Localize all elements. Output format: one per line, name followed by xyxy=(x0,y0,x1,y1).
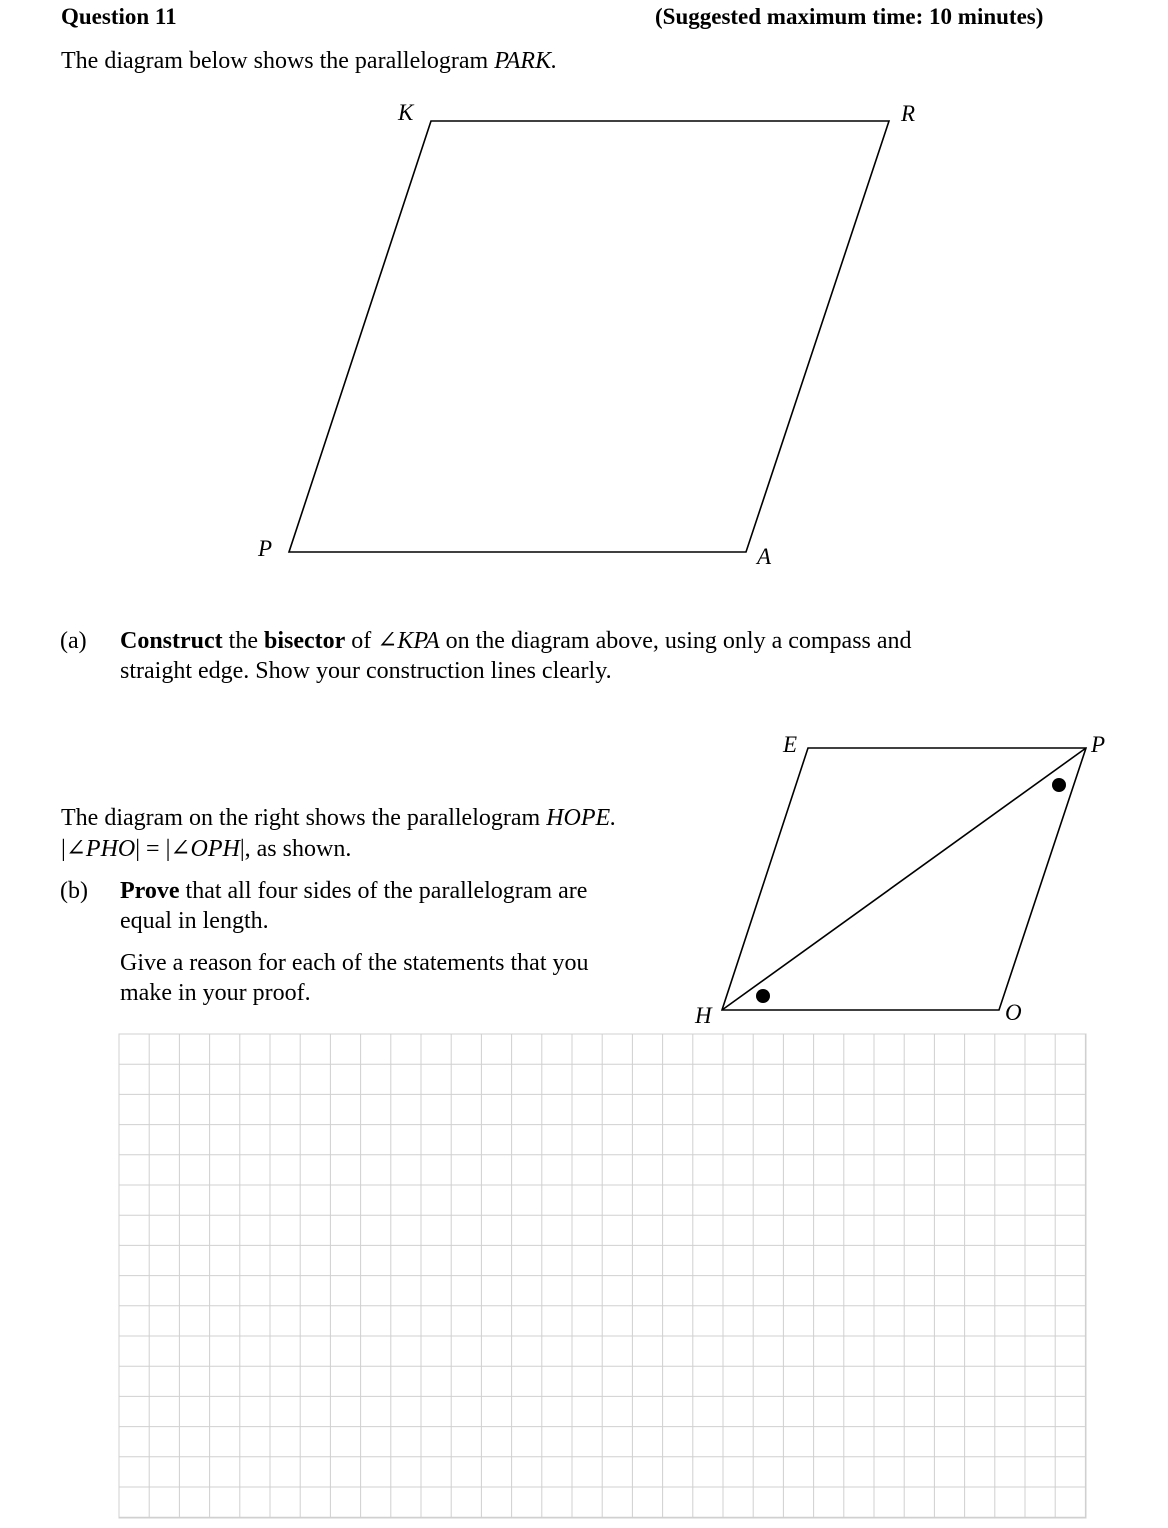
vertex-label-o: O xyxy=(1005,1000,1022,1025)
part-b-reason-line1: Give a reason for each of the statements that you xyxy=(120,950,589,976)
parallelogram-park xyxy=(289,121,889,552)
eq-bar-open: | xyxy=(61,836,66,862)
part-a-label: (a) xyxy=(60,628,87,654)
vertex-label-h: H xyxy=(695,1003,712,1028)
vertex-label-r: R xyxy=(901,101,916,126)
eq-angle-symbol-2: ∠ xyxy=(170,836,191,862)
question-title: Question 11 xyxy=(61,4,177,29)
eq-middle: | = | xyxy=(135,836,171,862)
vertex-label-p: P xyxy=(258,536,273,561)
eq-angle-symbol-1: ∠ xyxy=(65,836,86,862)
part-a-bisector: bisector xyxy=(263,628,346,654)
part-a-t1: the xyxy=(222,628,264,654)
eq-angle-oph: OPH xyxy=(190,836,240,862)
angle-marker-h xyxy=(756,989,770,1003)
vertex-label-k: K xyxy=(398,100,414,125)
hope-angle-equation xyxy=(61,834,351,864)
diagonal-hp xyxy=(722,748,1086,1010)
vertex-label-e: E xyxy=(783,732,798,757)
part-b-label: (b) xyxy=(60,878,88,904)
part-b-prove: Prove xyxy=(120,878,180,904)
answer-grid[interactable] xyxy=(119,1034,1086,1518)
angle-symbol: ∠ xyxy=(377,628,398,654)
hope-intro-line1 xyxy=(61,803,616,833)
part-b-reason-line2: make in your proof. xyxy=(120,980,311,1006)
part-a-angle: KPA xyxy=(397,628,440,654)
eq-angle-pho: PHO xyxy=(85,836,136,862)
vertex-label-p2: P xyxy=(1091,732,1106,757)
part-b-line2: equal in length. xyxy=(120,908,269,934)
part-a-line1 xyxy=(120,626,912,656)
intro-sentence: The diagram below shows the parallelogram xyxy=(61,48,495,74)
part-b-line1-rest: that all four sides of the parallelogram are xyxy=(179,878,588,904)
vertex-label-a: A xyxy=(757,544,772,569)
part-a-construct: Construct xyxy=(120,628,223,654)
part-a-line2: straight edge. Show your construction lines clearly. xyxy=(120,658,612,684)
suggested-time: (Suggested maximum time: 10 minutes) xyxy=(655,4,1044,29)
hope-intro-text: The diagram on the right shows the parallelogram xyxy=(61,805,547,831)
hope-shape-name: HOPE. xyxy=(546,805,617,831)
part-b-line1 xyxy=(120,876,587,906)
part-a-t3: on the diagram above, using only a compass and xyxy=(439,628,912,654)
intro-shape-name: PARK. xyxy=(494,48,558,74)
angle-marker-p xyxy=(1052,778,1066,792)
eq-end: |, as shown. xyxy=(239,836,352,862)
part-a-t2: of xyxy=(345,628,378,654)
